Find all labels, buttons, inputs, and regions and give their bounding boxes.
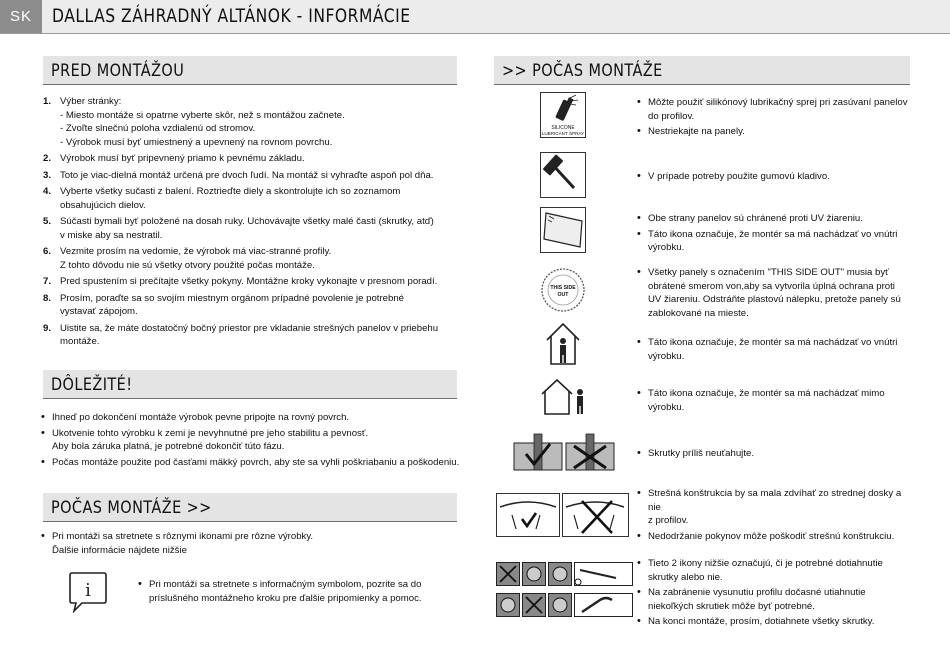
section-header-during-assembly-left (43, 493, 457, 522)
bullet-item (636, 586, 916, 613)
bullet-text-line: výrobku. (648, 401, 685, 413)
bullet-item (636, 530, 916, 544)
step-number: 7. (43, 276, 52, 287)
bullet-text-line: do profilov. (648, 110, 695, 122)
row-bullets (636, 447, 916, 461)
row-bullets (636, 336, 916, 363)
step-text-line: - Výrobok musí byť umiestnený a upevnený na rovnom povrchu. (60, 136, 333, 148)
step-item (43, 215, 463, 242)
step-number: 6. (43, 246, 52, 257)
step-text-line: v miske aby sa nestratil. (60, 229, 163, 241)
row-bullets (636, 266, 916, 320)
roof-lifting-icon (496, 493, 630, 537)
bullet-text-line: zablokované na mieste. (648, 307, 749, 319)
step-text-line: vystavať zápojom. (60, 306, 138, 317)
row-bullets (636, 387, 916, 414)
bullet-text-line: • V prípade potreby použite gumovú kladivo. (648, 171, 830, 182)
bullet-item (636, 96, 916, 123)
step-text-line: - Miesto montáže si opatrne vyberte skôr, než s montážou začnete. (60, 109, 345, 121)
info-note (137, 578, 467, 607)
spray-label-line-1: SILICONE (551, 125, 575, 131)
step-number: 5. (43, 216, 52, 227)
info-note-list (137, 578, 467, 605)
row-text-tightening (636, 557, 916, 631)
bullet-item (636, 447, 916, 461)
step-text-line: obsahujúcich dielov. (60, 199, 146, 211)
bullet-item (40, 411, 465, 425)
bullet-item (636, 336, 916, 363)
bullet-item (40, 530, 465, 557)
step-text-line: Vezmite prosím na vedomie, že výrobok má viac-stranné profily. (60, 246, 332, 257)
step-item (43, 292, 463, 319)
bullet-text-line: • Strešná konštrukcia by sa mala zdvíhať zo strednej dosky a nie (648, 488, 902, 513)
bullet-text-line: • Tieto 2 ikony nižšie označujú, či je potrebné dotiahnutie (648, 558, 883, 569)
bullet-item (636, 615, 916, 629)
row-text-silicone (636, 96, 916, 141)
important-notes (40, 411, 465, 471)
during-assembly-notes (40, 530, 465, 559)
silicone-spray-icon (540, 92, 586, 138)
bullet-text-line: • Obe strany panelov sú chránené proti UV žiareniu. (648, 213, 863, 224)
step-text-line: Výrobok musí byť pripevnený priamo k pevnému základu. (60, 153, 305, 164)
row-bullets (636, 170, 916, 184)
before-assembly-steps (43, 95, 463, 352)
bullet-item (636, 125, 916, 139)
step-item (43, 185, 463, 212)
person-outside-house-icon (540, 378, 590, 418)
section-header-during-assembly-right (494, 56, 910, 85)
step-text-line: Vyberte všetky sučasti z balení. Roztrieďte diely a skontrolujte ich so zoznamom (60, 186, 401, 197)
bullet-item (636, 266, 916, 320)
bullet-text-line: • Nedodržanie pokynov môže poškodiť strešnú konštrukciu. (648, 530, 895, 542)
section-header-important (43, 370, 457, 399)
bullet-text-line: • Všetky panely s označením "THIS SIDE OUT" musia byť (648, 267, 889, 278)
row-text-mallet (636, 170, 916, 186)
language-badge: SK (0, 0, 42, 33)
bullet-text-line: výrobku. (648, 350, 685, 362)
step-number: 4. (43, 186, 52, 197)
section-title: POČAS MONTÁŽE >> (51, 498, 212, 518)
uv-panel-icon (540, 207, 586, 253)
screw-tightening-icons (496, 562, 634, 618)
bullet-text-line: obrátené smerom von,aby sa vytvorila úplná ochrana proti (648, 280, 895, 292)
rubber-mallet-icon (540, 152, 586, 198)
bullet-text-line: • Nestriekajte na panely. (648, 126, 745, 137)
bullet-item (40, 456, 465, 470)
step-text-line: - Zvoľte slnečnú poloha vzdialenú od stromov. (60, 123, 256, 134)
info-note-item (137, 578, 467, 605)
text-line: • Pri montáži sa stretnete s informačným symbolom, pozrite sa do (149, 579, 422, 590)
step-text-line: Uistite sa, že máte dostatočný bočný priestor pre vkladanie strešných panelov v priebehu (60, 322, 439, 334)
text-line: príslušného montážneho kroku pre ďalšie pripomienky a pomoc. (149, 592, 422, 604)
row-bullets (636, 487, 916, 543)
spray-label-line-2: LUBRICANT SPRAY (541, 131, 585, 136)
bullet-text-line: • Môžte použiť silikónový lubrikačný sprej pri zasúvaní panelov (648, 97, 908, 108)
bullet-text-line: • Táto ikona označuje, že montér sa má nachádzať vo vnútri (648, 228, 898, 240)
step-number: 8. (43, 292, 52, 304)
bullet-text-line: • Na zabránenie vysunutiu profilu dočasné utiahnutie (648, 587, 866, 598)
step-number: 3. (43, 169, 52, 181)
step-number: 9. (43, 322, 52, 334)
bullet-text-line: • Na konci montáže, prosím, dotiahnete všetky skrutky. (648, 616, 875, 627)
step-text-line: Prosím, poraďte sa so svojím miestnym orgánom prípadné povolenie je potrebné (60, 292, 404, 304)
section-title: >> POČAS MONTÁŽE (502, 61, 663, 81)
row-bullets (636, 96, 916, 139)
row-text-this-side-out (636, 266, 916, 322)
steps-list (43, 95, 463, 349)
bullet-item (636, 170, 916, 184)
during-list (40, 530, 465, 557)
step-number: 1. (43, 96, 52, 107)
this-side-out-sticker-icon (540, 267, 586, 313)
row-bullets (636, 557, 916, 629)
section-title: PRED MONTÁŽOU (51, 61, 185, 81)
bullet-text-line: Ďalšie informácie nájdete nižšie (52, 544, 187, 556)
bullet-text-line: UV žiareniu. Odstráňte plastovú nálepku, pretože panely sú (648, 294, 901, 305)
step-text-line: Toto je viac-dielná montáž určená pre dvoch ľudí. Na montáž si vyhraďte aspoň pol dňa. (60, 169, 434, 181)
bullet-item (636, 487, 916, 528)
info-speech-bubble-icon (68, 571, 108, 613)
step-item (43, 322, 463, 349)
bullet-text-line: z profilov. (648, 515, 689, 526)
step-number: 2. (43, 153, 52, 164)
bullet-text-line: Aby bola záruka platná, je potrebné dokončiť túto fázu. (52, 441, 285, 452)
bullet-text-line: skrutky alebo nie. (648, 571, 723, 583)
bullet-text-line: • Táto ikona označuje, že montér sa má nachádzať vo vnútri (648, 337, 898, 348)
bullet-text-line: • Počas montáže použite pod časťami mäkký povrch, aby ste sa vyhli poškriabaniu a poškodeniu. (52, 456, 460, 468)
row-text-uv-panel (636, 212, 916, 257)
person-inside-house-icon (545, 322, 581, 366)
bullet-item (636, 387, 916, 414)
bullet-item (40, 427, 465, 454)
step-text-line: Z tohto dôvodu nie sú všetky otvory použité počas montáže. (60, 259, 315, 271)
section-header-before-assembly (43, 56, 457, 85)
step-item (43, 152, 463, 166)
bullet-text-line: • Táto ikona označuje, že montér sa má nachádzať mimo (648, 388, 885, 399)
bullet-item (636, 228, 916, 255)
row-text-person-outside (636, 387, 916, 416)
sticker-label-line-1: THIS SIDE (550, 285, 576, 291)
step-item (43, 169, 463, 183)
bullet-text-line: • Ihneď po dokončení montáže výrobok pevne pripojte na rovný povrch. (52, 412, 350, 423)
bullet-text-line: • Pri montáži sa stretnete s rôznymi ikonami pre rôzne výrobky. (52, 531, 314, 542)
sticker-label-line-2: OUT (557, 292, 569, 298)
row-text-roof (636, 487, 916, 545)
bullet-text-line: výrobku. (648, 242, 685, 253)
step-text-line: montáže. (60, 336, 100, 347)
bullet-item (636, 557, 916, 584)
step-item (43, 95, 463, 149)
page-title: DALLAS ZÁHRADNÝ ALTÁNOK - INFORMÁCIE (52, 5, 411, 27)
step-text-line: Pred spustením si prečítajte všetky pokyny. Montážne kroky vykonajte v presnom poradí. (60, 276, 438, 287)
step-text-line: Súčasti bymali byť položené na dosah ruky. Uchovávajte všetky malé časti (skrutky, atď) (60, 216, 434, 227)
step-item (43, 275, 463, 289)
step-text-line: Výber stránky: (60, 96, 122, 107)
row-text-person-inside (636, 336, 916, 365)
row-bullets (636, 212, 916, 255)
bullet-text-line: • Skrutky príliš neuťahujte. (648, 448, 754, 459)
bullet-text-line: niekoľkých skrutiek môže byť potrebné. (648, 600, 815, 612)
bullet-item (636, 212, 916, 226)
svg-text:i: i (85, 580, 91, 601)
row-text-screws (636, 447, 916, 463)
important-list (40, 411, 465, 469)
section-title: DÔLEŽITÉ! (51, 375, 133, 395)
step-item (43, 245, 463, 272)
bullet-text-line: • Ukotvenie tohto výrobku k zemi je nevyhnutné pre jeho stabilitu a pevnosť. (52, 427, 369, 439)
do-not-overtighten-screws-icon (510, 430, 618, 476)
